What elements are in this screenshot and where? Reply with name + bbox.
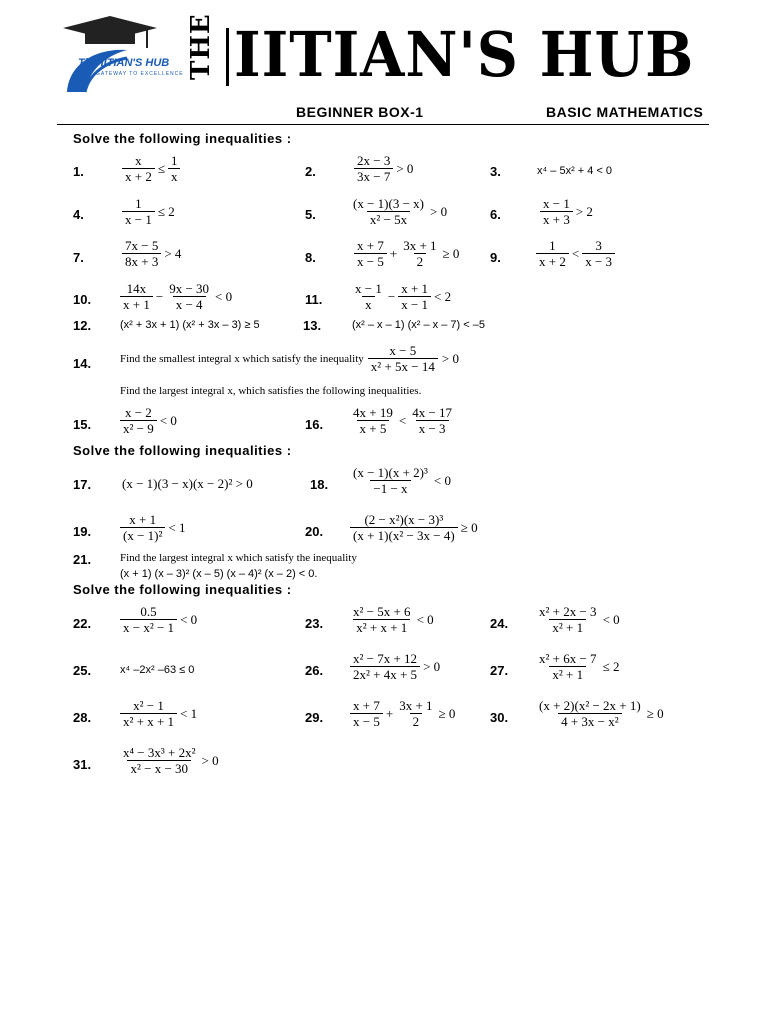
question-8: $\frac{x + 7}{x - 5}$ + $\frac{3x + 1}{2}$ ≥ 0 [354,238,459,269]
question-number: 26. [305,663,324,678]
box-title: BEGINNER BOX-1 [296,104,424,120]
instruction-text: Find the largest integral x, which satisfies the following inequalities. [120,385,422,397]
question-number: 7. [73,250,84,265]
question-24: $\frac{\text{x² + 2x − 3}}{\text{x² + 1}}$ < 0 [539,604,620,635]
section-heading: Solve the following inequalities : [73,582,292,597]
question-5: $\frac{(x - 1)(3 - x)}{\text{x² − 5x}}$ > 0 [353,196,448,227]
question-17: (x − 1)(3 − x)(x − 2)² > 0 [122,476,253,491]
subject-title: BASIC MATHEMATICS [546,104,704,120]
question-21-line1: Find the largest integral x which satisfy the inequality [120,552,357,564]
question-30: $\frac{\text{(x + 2)(x² − 2x + 1)}}{\text{4 + 3x − x²}}$ ≥ 0 [539,698,664,729]
section-heading: Solve the following inequalities : [73,131,292,146]
logo-text: The IITIAN'S HUB [78,57,170,69]
question-number: 17. [73,477,92,492]
question-28: $\frac{\text{x² − 1}}{\text{x² + x + 1}}$ < 1 [120,698,197,729]
question-number: 27. [490,663,509,678]
question-number: 20. [305,524,324,539]
question-14: Find the smallest integral x which satisfy the inequality $\frac{x - 5}{\text{x² + 5x − 14}}$ > 0 [120,343,459,374]
question-4: $\frac{1}{x - 1}$ ≤ 2 [122,196,175,227]
question-number: 25. [73,663,92,678]
question-number: 1. [73,164,84,179]
question-number: 8. [305,250,316,265]
logo-tagline: GATEWAY TO EXCELLENCE [96,71,184,77]
question-11: $\frac{x - 1}{x}$ − $\frac{x + 1}{x - 1}$ < 2 [355,281,452,312]
section-heading: Solve the following inequalities : [73,443,292,458]
brand-divider [226,28,229,86]
question-12: (x² + 3x + 1) (x² + 3x – 3) ≥ 5 [120,319,260,331]
question-10: $\frac{14x}{x + 1}$ − $\frac{9x - 30}{x - 4}$ < 0 [120,281,232,312]
brand-the: THE [186,13,216,80]
question-number: 16. [305,417,324,432]
question-number: 28. [73,710,92,725]
question-number: 24. [490,616,509,631]
question-number: 13. [303,318,322,333]
question-2: $\frac{2x - 3}{3x - 7}$ > 0 [354,153,413,184]
question-number: 12. [73,318,92,333]
question-number: 11. [305,292,323,307]
question-26: $\frac{\text{x² − 7x + 12}}{\text{2x² + 4x + 5}}$ > 0 [350,651,440,682]
question-number: 5. [305,207,316,222]
question-7: $\frac{7x - 5}{8x + 3}$ > 4 [122,238,181,269]
question-1: $\frac{x}{x + 2}$ ≤ $\frac{1}{x}$ [122,153,180,184]
question-27: $\frac{\text{x² + 6x − 7}}{\text{x² + 1}}$ ≤ 2 [539,651,620,682]
iitians-hub-logo [55,14,175,96]
header-rule [57,124,709,125]
question-23: $\frac{\text{x² − 5x + 6}}{\text{x² + x + 1}}$ < 0 [353,604,434,635]
question-13: (x² – x – 1) (x² – x – 7) < –5 [352,319,485,331]
question-25: x⁴ –2x² –63 ≤ 0 [120,664,195,676]
question-19: $\frac{x + 1}{\text{(x − 1)²}}$ < 1 [120,512,185,543]
question-number: 2. [305,164,316,179]
question-number: 31. [73,757,92,772]
question-number: 3. [490,164,501,179]
question-number: 18. [310,477,329,492]
question-number: 29. [305,710,324,725]
question-16: $\frac{4x + 19}{x + 5}$ < $\frac{4x - 17}{x - 3}$ [353,405,453,436]
question-number: 9. [490,250,501,265]
question-6: $\frac{x - 1}{x + 3}$ > 2 [540,196,593,227]
question-3: x⁴ – 5x² + 4 < 0 [537,165,613,177]
question-number: 21. [73,552,92,567]
question-number: 19. [73,524,92,539]
question-22: $\frac{0.5}{\text{x − x² − 1}}$ < 0 [120,604,197,635]
question-number: 23. [305,616,324,631]
question-18: $\frac{\text{(x − 1)(x + 2)³}}{-1 - x}$ < 0 [353,465,451,496]
question-31: $\frac{\text{x⁴ − 3x³ + 2x²}}{\text{x² − x − 30}}$ > 0 [123,745,219,776]
question-number: 14. [73,356,92,371]
question-9: $\frac{1}{x + 2}$ < $\frac{3}{x - 3}$ [536,238,615,269]
question-number: 22. [73,616,92,631]
question-29: $\frac{x + 7}{x - 5}$ + $\frac{3x + 1}{2}$ ≥ 0 [350,698,455,729]
question-number: 10. [73,292,92,307]
question-number: 15. [73,417,92,432]
question-20: $\frac{\text{(2 − x²)(x − 3)³}}{\text{(x + 1)(x² − 3x − 4)}}$ ≥ 0 [350,512,478,543]
question-number: 4. [73,207,84,222]
question-number: 6. [490,207,501,222]
brand-title: IITIAN'S HUB [234,18,695,91]
question-number: 30. [490,710,509,725]
question-21-line2: (x + 1) (x – 3)² (x – 5) (x – 4)² (x – 2) < 0. [120,568,318,580]
question-15: $\frac{x - 2}{\text{x² − 9}}$ < 0 [120,405,177,436]
